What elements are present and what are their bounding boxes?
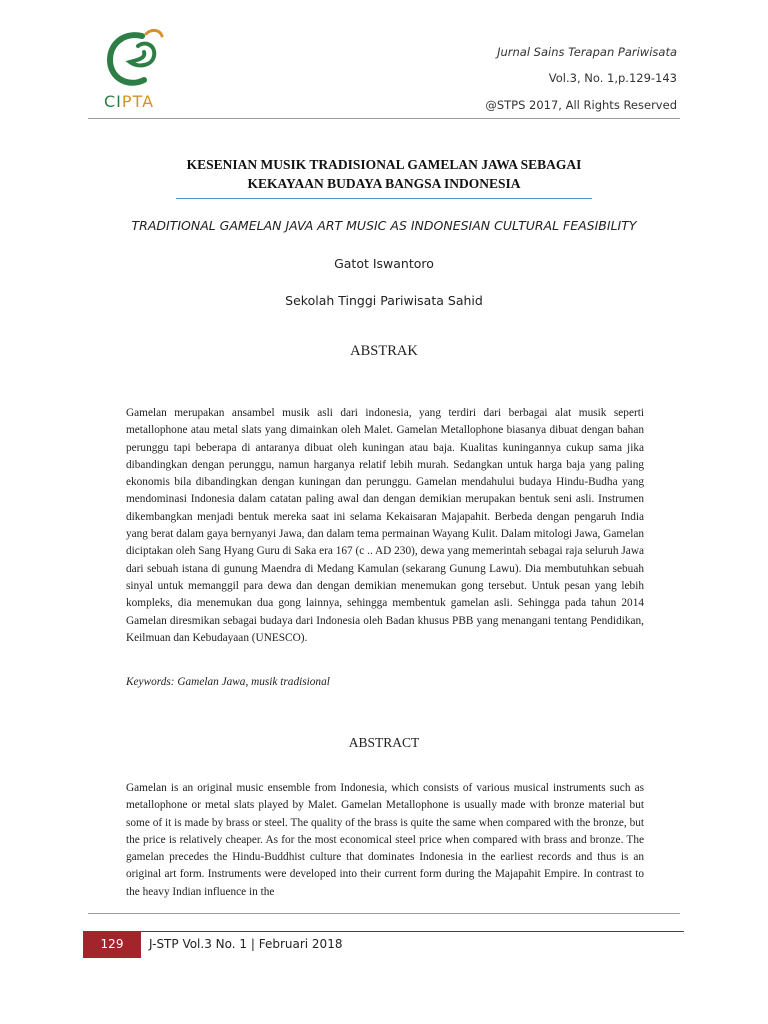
article-title xyxy=(120,155,648,193)
journal-name: Jurnal Sains Terapan Pariwisata xyxy=(497,45,677,59)
article-title-english: TRADITIONAL GAMELAN JAVA ART MUSIC AS INDONESIAN CULTURAL FEASIBILITY xyxy=(131,218,637,233)
journal-rights: @STPS 2017, All Rights Reserved xyxy=(485,98,677,112)
footer-divider xyxy=(88,913,680,914)
keywords: Keywords: Gamelan Jawa, musik tradisional xyxy=(126,676,330,688)
footer-line xyxy=(88,931,684,932)
journal-volume: Vol.3, No. 1,p.129-143 xyxy=(548,71,677,85)
header-divider xyxy=(88,118,680,119)
author-affiliation: Sekolah Tinggi Pariwisata Sahid xyxy=(285,293,483,308)
footer-text: J-STP Vol.3 No. 1 | Februari 2018 xyxy=(149,937,343,951)
logo-text xyxy=(104,92,154,111)
abstract-heading: ABSTRACT xyxy=(348,735,420,750)
author-name: Gatot Iswantoro xyxy=(334,256,434,271)
logo-text-pta: PTA xyxy=(121,92,155,111)
title-divider xyxy=(176,198,592,199)
page-number: 129 xyxy=(83,931,141,958)
abstrak-heading: ABSTRAK xyxy=(350,343,418,359)
article-title-line1: KESENIAN MUSIK TRADISIONAL GAMELAN JAWA SEBAGAI xyxy=(186,157,582,172)
abstract-body: Gamelan is an original music ensemble from Indonesia, which consists of various musical instruments such as metallophone or metal slats played by Malet. Gamelan Metallophone is usually made with bronze material but some of it is made by brass or steel. The quality of the brass is quite the same when compared with the bronze, but the price is relatively cheaper. As for the most economical steel price when compared with brass and bronze. The gamelan precedes the Hindu-Buddhist culture that dominates Indonesia in the earliest records and thus is an original art form. Instruments were developed into their current form during the Majapahit Empire. In contrast to the heavy Indian influence in the xyxy=(126,782,644,898)
abstrak-body: Gamelan merupakan ansambel musik asli dari indonesia, yang terdiri dari berbagai alat musik seperti metallophone atau metal slats yang dimainkan oleh Malet. Gamelan Metallophone biasanya dibuat dengan bahan perunggu tapi beberapa di antaranya dibuat oleh kuningan atau baja. Kualitas kuningannya cukup sama jika dibandingkan dengan perunggu, namun harganya relatif lebih murah. Sedangkan untuk harga baja yang paling ekonomis bila dibandingkan dengan kuningan dan perunggu. Gamelan mendahului budaya Hindu-Budha yang mendominasi Indonesia dalam catatan paling awal dan dengan demikian merupakan bentuk seni asli. Instrumen dikembangkan menjadi bentuk mereka saat ini selama Kekaisaran Majapahit. Berbeda dengan pengaruh India yang berat dalam gaya bernyanyi Jawa, dan dalam tema permainan Wayang Kulit. Dalam mitologi Jawa, Gamelan diciptakan oleh Sang Hyang Guru di Saka era 167 (c .. AD 230), dewa yang memerintah sebagai raja seluruh Jawa dari sebuah istana di gunung Maendra di Medang Kamulan (sekarang Gunung Lawu). Dia membutuhkan sebuah sinyal untuk memanggil para dewa dan dengan demikian menemukan gong tersebut. Untuk pesan yang lebih kompleks, dia menemukan dua gong lainnya, sehingga membentuk gamelan asli. Sehingga pada tahun 2014 Gamelan diresmikan sebagai budaya dari Indonesia oleh Badan khusus PBB yang menangani tentang Pendidikan, Keilmuan dan Kebudayaan (UNESCO). xyxy=(126,407,644,644)
logo-text-ci: CI xyxy=(104,92,122,111)
article-title-line2: KEKAYAAN BUDAYA BANGSA INDONESIA xyxy=(247,176,521,191)
